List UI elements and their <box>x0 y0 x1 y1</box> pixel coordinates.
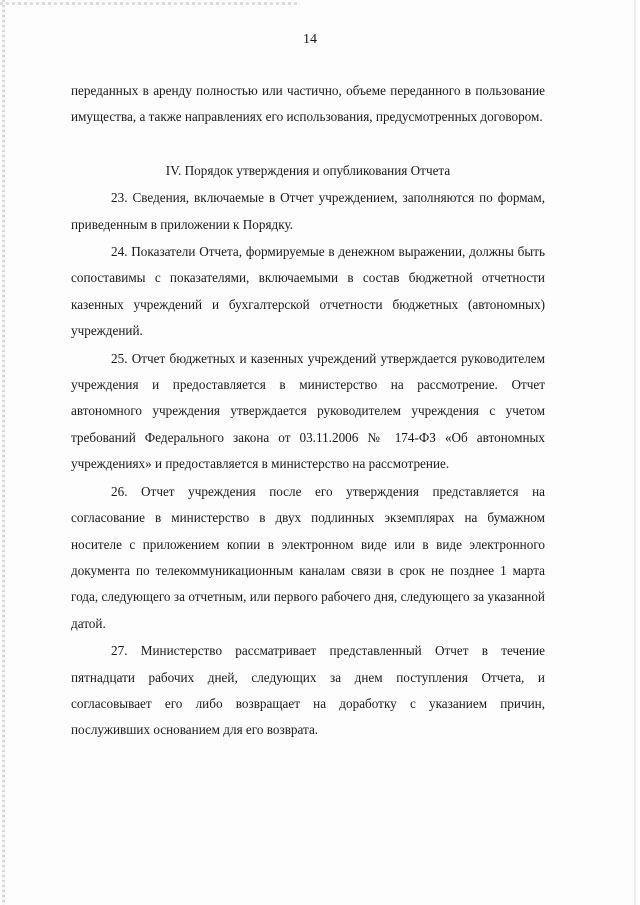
scan-edge-left <box>2 0 5 905</box>
paragraph-24: 24. Показатели Отчета, формируемые в денежном выражении, должны быть сопоставимы с показателями, включаемыми в состав бюджетной отчетности казенных учреждений и бухгалтерской отчетности бюджетных (автономных) учреждений. <box>71 244 545 339</box>
scan-edge-right <box>634 0 636 905</box>
paragraph-27: 27. Министерство рассматривает представленный Отчет в течение пятнадцати рабочих дней, следующих за днем поступления Отчета, и согласовывает его либо возвращает на доработку с указанием причин, послуживших основанием для его возврата. <box>71 643 545 738</box>
paragraph-25: 25. Отчет бюджетных и казенных учреждений утверждается руководителем учреждения и предоставляется в министерство на рассмотрение. Отчет автономного учреждения утверждается руководителем учреждения с учетом требований Федерального закона от 03.11.2006 № 174-ФЗ «Об автономных учреждениях» и предоставляется в министерство на рассмотрение. <box>71 350 545 472</box>
paragraph-23: 23. Сведения, включаемые в Отчет учреждением, заполняются по формам, приведенным в приложении к Порядку. <box>71 190 545 232</box>
page-number: 14 <box>303 32 317 47</box>
scan-edge-top <box>0 2 300 5</box>
paragraph-26: 26. Отчет учреждения после его утверждения представляется на согласование в министерство в двух подлинных экземплярах на бумажном носителе с приложением копии в электронном виде или в виде электронного документа по телекоммуникационным каналам связи в срок не позднее 1 марта года, следующего за отчетным, или первого рабочего дня, следующего за указанной датой. <box>71 483 545 631</box>
continuation-paragraph: переданных в аренду полностью или частично, объеме переданного в пользование имущества, а также направлениях его использования, предусмотренных договором. <box>71 83 545 125</box>
document-body <box>71 78 545 744</box>
section-heading: IV. Порядок утверждения и опубликования Отчета <box>165 162 451 178</box>
